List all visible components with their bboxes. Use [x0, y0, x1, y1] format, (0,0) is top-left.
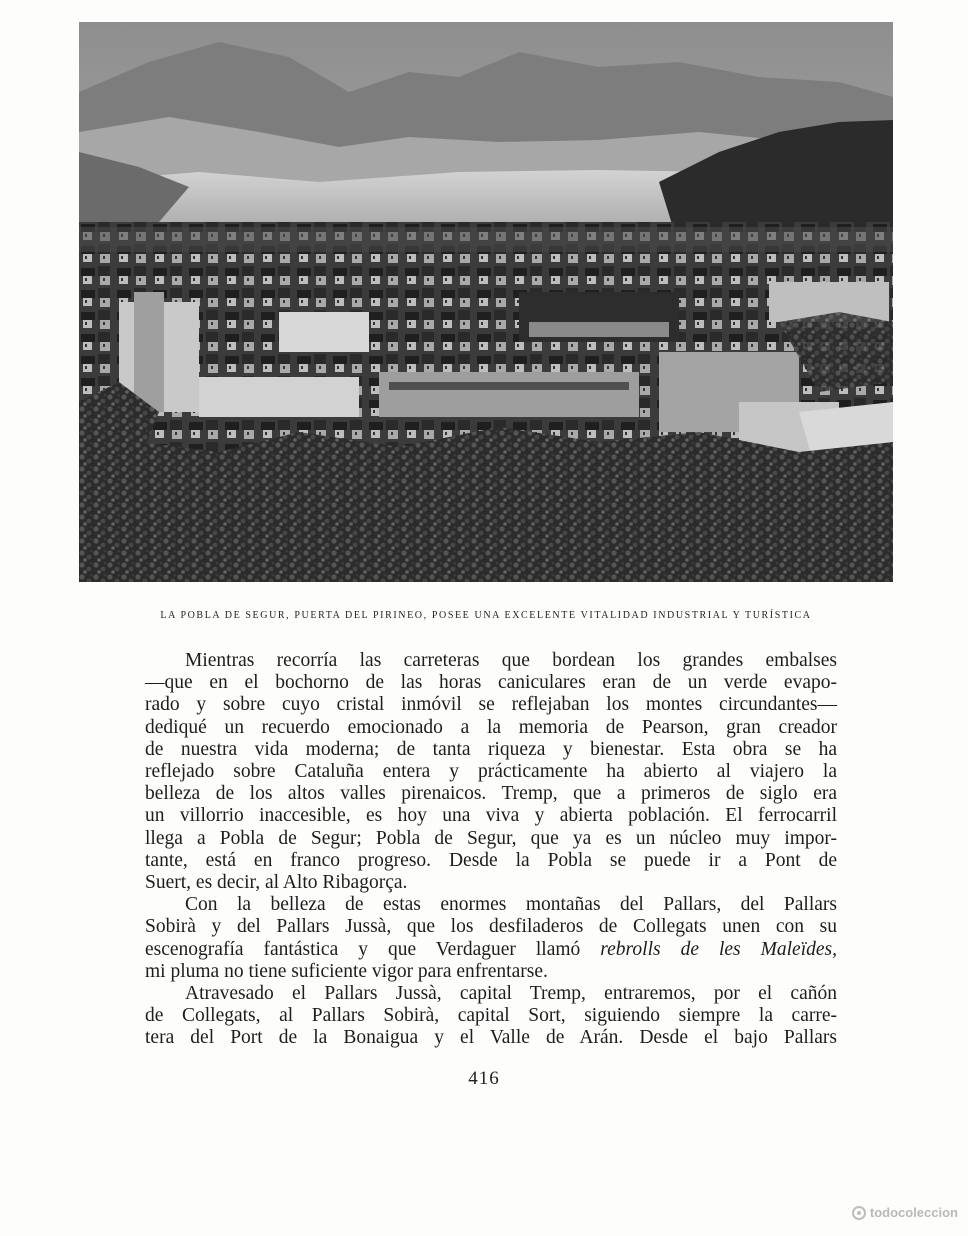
text-line: tera del Port de la Bonaigua y el Valle de Arán. Desde el bajo Pallars — [145, 1027, 837, 1049]
text-line: tante, está en franco progreso. Desde la Pobla se puede ir a Pont de — [145, 849, 837, 871]
todocoleccion-logo-icon — [852, 1206, 866, 1220]
paragraph-2 — [145, 894, 837, 983]
text-line: mi pluma no tiene suficiente vigor para enfrentarse. — [145, 960, 548, 982]
photo-drawing — [79, 22, 893, 582]
text-line: Sobirà y del Pallars Jussà, que los desfiladeros de Collegats unen con su — [145, 916, 837, 938]
article-body — [145, 650, 837, 1050]
text-line: reflejado sobre Cataluña entera y prácticamente ha abierto al viajero la — [145, 761, 837, 783]
text-line: rado y sobre cuyo cristal inmóvil se reflejaban los montes circundantes— — [145, 694, 837, 716]
text-line: —que en el bochorno de las horas caniculares eran de un verde evapo- — [145, 672, 837, 694]
town-panorama-photo — [79, 22, 893, 582]
text-line: dediqué un recuerdo emocionado a la memoria de Pearson, gran creador — [145, 716, 837, 738]
paragraph-3 — [145, 983, 837, 1050]
text-line: Suert, es decir, al Alto Ribagorça. — [145, 872, 408, 894]
page-number: 416 — [468, 1068, 500, 1089]
photo-caption: LA POBLA DE SEGUR, PUERTA DEL PIRINEO, POSEE UNA EXCELENTE VITALIDAD INDUSTRIAL Y TURÍSTICA — [160, 610, 812, 621]
text-segment: escenografía fantástica y que Verdaguer llamó — [145, 938, 601, 960]
text-line: un villorrio inaccesible, es hoy una viva y abierta población. El ferrocarril — [145, 805, 837, 827]
watermark-text: todocoleccion — [869, 1205, 958, 1220]
watermark — [852, 1205, 958, 1220]
text-line: Con la belleza de estas enormes montañas del Pallars, del Pallars — [185, 894, 837, 916]
italic-phrase: rebrolls de les Maleïdes, — [600, 938, 837, 960]
paragraph-1 — [145, 650, 837, 894]
text-line: llega a Pobla de Segur; Pobla de Segur, que ya es un núcleo muy impor- — [145, 827, 837, 849]
text-line: belleza de los altos valles pirenaicos. Tremp, que a primeros de siglo era — [145, 783, 837, 805]
text-line-with-italic — [145, 939, 837, 961]
text-line: de Collegats, al Pallars Sobirà, capital Sort, siguiendo siempre la carre- — [145, 1005, 837, 1027]
text-line: de nuestra vida moderna; de tanta riqueza y bienestar. Esta obra se ha — [145, 738, 837, 760]
text-line: Mientras recorría las carreteras que bordean los grandes embalses — [185, 650, 837, 671]
text-line: Atravesado el Pallars Jussà, capital Tremp, entraremos, por el cañón — [185, 983, 837, 1005]
